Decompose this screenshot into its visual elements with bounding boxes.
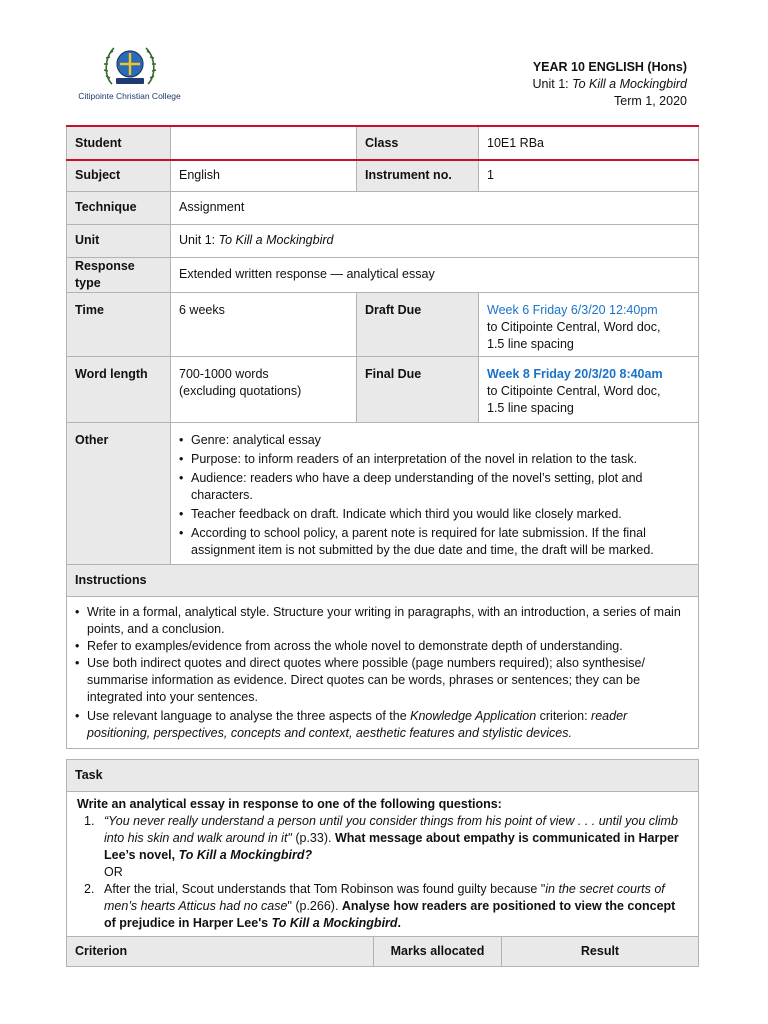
word-length-label: Word length	[67, 356, 171, 422]
final-due-label: Final Due	[357, 356, 479, 422]
instructions-body	[67, 596, 699, 748]
task-heading: Task	[67, 760, 699, 792]
marks-header: Marks allocated	[374, 937, 502, 967]
other-value	[171, 422, 699, 564]
school-logo	[72, 40, 187, 106]
draft-due-date: Week 6 Friday 6/3/20 12:40pm	[487, 302, 658, 317]
result-header: Result	[502, 937, 699, 967]
task-body	[67, 792, 699, 937]
list-item: • Purpose: to inform readers of an interpretation of the novel in relation to the task.	[179, 451, 690, 468]
time-label: Time	[67, 292, 171, 356]
question-2: 2. After the trial, Scout understands that Tom Robinson was found guilty because "in the secret courts of men’s hearts Atticus had no case" (p.266). Analyse how readers are positioned to view the concept of prejudice in Harper Lee's To Kill a Mockingbird.	[84, 882, 676, 930]
school-name: Citipointe Christian College	[78, 91, 181, 101]
subject-value: English	[171, 160, 357, 191]
draft-due-value: Week 6 Friday 6/3/20 12:40pm to Citipointe Central, Word doc, 1.5 line spacing	[479, 292, 699, 356]
list-item: • Write in a formal, analytical style. Structure your writing in paragraphs, with an introduction, a series of main points, and a conclusion.	[75, 604, 690, 638]
task-intro: Write an analytical essay in response to one of the following questions:	[77, 797, 502, 811]
list-item: • Use relevant language to analyse the three aspects of the Knowledge Application criterion: reader positioning, perspectives, concepts and context, aesthetic features and stylistic devices.	[75, 708, 690, 742]
technique-label: Technique	[67, 191, 171, 224]
instrument-label: Instrument no.	[357, 160, 479, 191]
class-value: 10E1 RBa	[479, 126, 699, 160]
final-due-date: Week 8 Friday 20/3/20 8:40am	[487, 366, 663, 381]
document-header	[533, 59, 687, 110]
instructions-heading: Instructions	[67, 564, 699, 596]
course-title: YEAR 10 ENGLISH (Hons)	[532, 60, 687, 74]
task-table	[66, 759, 699, 967]
list-item: • Audience: readers who have a deep understanding of the novel’s setting, plot and characters.	[179, 470, 690, 504]
response-type-label: Response type	[67, 257, 171, 292]
list-item: • Teacher feedback on draft. Indicate which third you would like closely marked.	[179, 506, 690, 523]
instructions-list	[75, 604, 690, 742]
time-value: 6 weeks	[171, 292, 357, 356]
unit-value: Unit 1: To Kill a Mockingbird	[171, 224, 699, 257]
student-label: Student	[67, 126, 171, 160]
list-item: • Use both indirect quotes and direct quotes where possible (page numbers required); also synthesise/ summarise information as evidence. Direct quotes can be words, phrases or sentences; they can be integrated into your sentences.	[75, 655, 690, 706]
assessment-details-table	[66, 125, 699, 749]
instrument-value: 1	[479, 160, 699, 191]
word-length-value: 700-1000 words (excluding quotations)	[171, 356, 357, 422]
response-type-value: Extended written response — analytical essay	[171, 257, 699, 292]
other-label: Other	[67, 422, 171, 564]
subject-label: Subject	[67, 160, 171, 191]
class-label: Class	[357, 126, 479, 160]
question-1: 1. “You never really understand a person until you consider things from his point of view . . . until you climb into his skin and walk around in it" (p.33). What message about empathy is communicated in Harper Lee’s novel, To Kill a Mockingbird?	[84, 814, 679, 862]
term-label: Term 1, 2020	[614, 94, 687, 108]
final-due-value: Week 8 Friday 20/3/20 8:40am to Citipointe Central, Word doc, 1.5 line spacing	[479, 356, 699, 422]
student-field[interactable]	[171, 126, 357, 160]
unit-title: Unit 1: To Kill a Mockingbird	[532, 77, 687, 91]
list-item: • Genre: analytical essay	[179, 432, 690, 449]
criterion-header: Criterion	[67, 937, 374, 967]
unit-label: Unit	[67, 224, 171, 257]
list-item: • Refer to examples/evidence from across the whole novel to demonstrate depth of understanding.	[75, 638, 690, 655]
or-separator: OR	[104, 865, 123, 879]
question-list	[67, 813, 690, 932]
list-item: • According to school policy, a parent note is required for late submission. If the final assignment item is not submitted by the due date and time, the draft will be marked.	[179, 525, 690, 559]
technique-value: Assignment	[171, 191, 699, 224]
other-list	[179, 432, 690, 559]
draft-due-label: Draft Due	[357, 292, 479, 356]
crest-icon	[100, 40, 160, 90]
